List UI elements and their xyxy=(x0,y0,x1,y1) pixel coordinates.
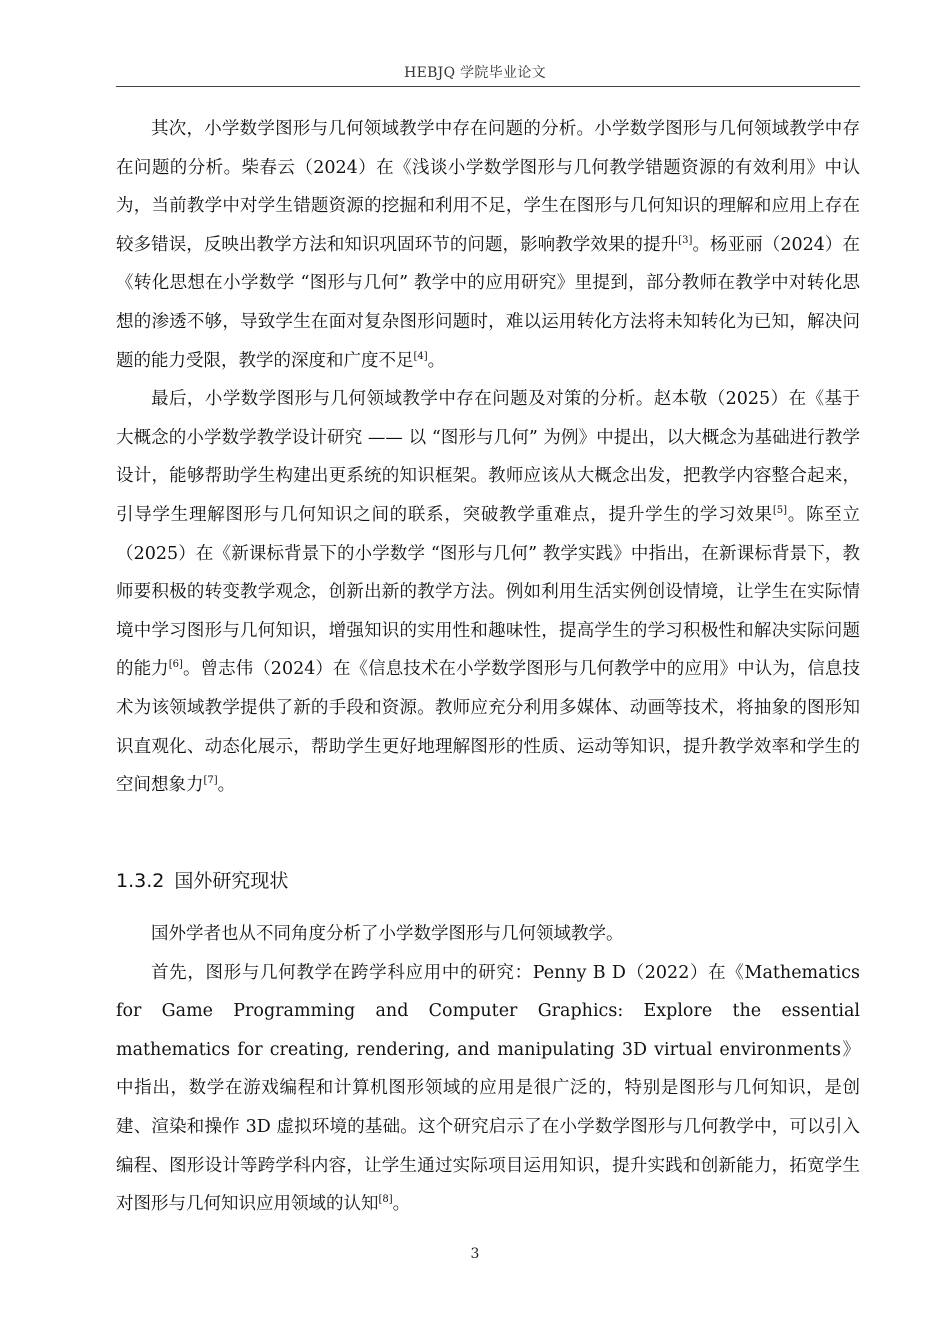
section-number: 1.3.2 xyxy=(116,870,165,892)
running-header: HEBJQ 学院毕业论文 xyxy=(404,65,546,81)
paragraph-text: 。 xyxy=(427,350,446,371)
paragraph-text: 最后，小学数学图形与几何领域教学中存在问题及对策的分析。赵本敬（2025）在《基于大概念的小学数学教学设计研究 —— 以 “图形与几何” 为例》中提出，以大概念为基础进行教学设计，能够帮助学生构建出更系统的知识框架。教师应该从大概念出发，把教学内容整合起来，引导学生理解图形与几何知识之间的联系，突破教学重难点，提升学生的学习效果 xyxy=(116,389,860,525)
citation-ref[interactable]: [6] xyxy=(168,659,183,671)
citation-ref[interactable]: [3] xyxy=(678,234,693,246)
header-divider xyxy=(116,86,860,87)
paragraph-foreign-interdisciplinary xyxy=(116,954,860,1224)
paragraph-text: 。 xyxy=(392,1194,411,1215)
paragraph-foreign-intro xyxy=(116,915,860,954)
paragraph-domestic-problems xyxy=(116,110,860,380)
paragraph-domestic-solutions xyxy=(116,380,860,805)
page-number: 3 xyxy=(470,1246,480,1262)
paragraph-text: 。陈至立（2025）在《新课标背景下的小学数学 “图形与几何” 教学实践》中指出，在新课标背景下，教师要积极的转变教学观念，创新出新的教学方法。例如利用生活实例创设情境，让学生在实际情境中学习图形与几何知识，增强知识的实用性和趣味性，提高学生的学习积极性和解决实际问题的能力 xyxy=(116,504,860,680)
citation-ref[interactable]: [8] xyxy=(378,1194,393,1206)
paragraph-text: 国外学者也从不同角度分析了小学数学图形与几何领域教学。 xyxy=(151,924,624,944)
body-text-block-2 xyxy=(116,915,860,1224)
body-text-block-1 xyxy=(116,110,860,805)
paragraph-text: 其次，小学数学图形与几何领域教学中存在问题的分析。小学数学图形与几何领域教学中存在问题的分析。柴春云（2024）在《浅谈小学数学图形与几何教学错题资源的有效利用》中认为，当前教学中对学生错题资源的挖掘和利用不足，学生在图形与几何知识的理解和应用上存在较多错误，反映出教学方法和知识巩固环节的问题，影响教学效果的提升 xyxy=(116,119,860,255)
paragraph-text: 。 xyxy=(217,775,236,796)
citation-ref[interactable]: [5] xyxy=(772,505,788,517)
paragraph-text: 。杨亚丽（2024）在《转化思想在小学数学 “图形与几何” 教学中的应用研究》里提到，部分教师在教学中对转化思想的渗透不够，导致学生在面对复杂图形问题时，难以运用转化方法将未知转化为已知，解决问题的能力受限，教学的深度和广度不足 xyxy=(116,234,860,371)
section-heading xyxy=(116,866,288,893)
citation-ref[interactable]: [4] xyxy=(413,350,428,362)
section-title: 国外研究现状 xyxy=(174,870,289,892)
citation-ref[interactable]: [7] xyxy=(203,775,218,787)
paragraph-text: 首先，图形与几何教学在跨学科应用中的研究：Penny B D（2022）在《Mathematics for Game Programming and Computer Graphics: Explore the essential mathematics for creating, rendering, and manipulating 3D virtual environments》中指出，数学在游戏编程和计算机图形领域的应用是很广泛的，特别是图形与几何知识，是创建、渲染和操作 3D 虚拟环境的基础。这个研究启示了在小学数学图形与几何教学中，可以引入编程、图形设计等跨学科内容，让学生通过实际项目运用知识，提升实践和创新能力，拓宽学生对图形与几何知识应用领域的认知 xyxy=(116,962,860,1215)
paragraph-text: 。曾志伟（2024）在《信息技术在小学数学图形与几何教学中的应用》中认为，信息技术为该领域教学提供了新的手段和资源。教师应充分利用多媒体、动画等技术，将抽象的图形知识直观化、动态化展示，帮助学生更好地理解图形的性质、运动等知识，提升教学效率和学生的空间想象力 xyxy=(116,659,860,796)
